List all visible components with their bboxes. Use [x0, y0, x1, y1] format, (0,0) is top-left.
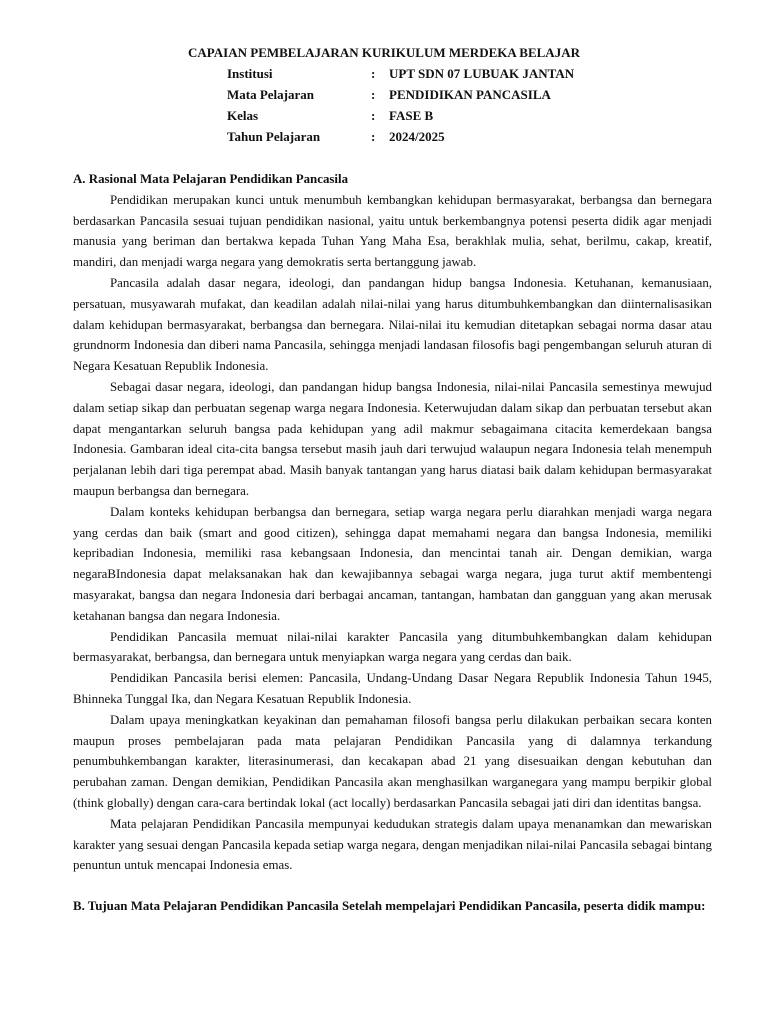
paragraph: Mata pelajaran Pendidikan Pancasila mempunyai kedudukan strategis dalam upaya menanamkan dan mewariskan karakter yang sesuai dengan Pancasila kepada setiap warga negara, dengan menjadikan nilai-nilai Pancasila sebagai bintang penuntun untuk mencapai Indonesia emas. — [73, 816, 712, 873]
paragraph: Sebagai dasar negara, ideologi, dan pandangan hidup bangsa Indonesia, nilai-nilai Pancasila semestinya mewujud dalam setiap sikap dan perbuatan segenap warga negara Indonesia. Keterwujudan dalam sikap dan perbuatan tersebut akan dapat mengantarkan seluruh bangsa pada kehidupan yang adil makmur sebagaimana citacita kemerdekaan bangsa Indonesia. Gambaran ideal cita-cita bangsa tersebut masih jauh dari terwujud walaupun negara Indonesia telah menempuh perjalanan lebih dari tiga perempat abad. Masih banyak tantangan yang harus diatasi baik dalam kehidupan bermasyarakat maupun berbangsa dan bernegara. — [73, 379, 712, 498]
metadata-colon: : — [371, 87, 376, 102]
metadata-label: Institusi — [227, 66, 273, 81]
metadata-label: Mata Pelajaran — [227, 87, 315, 102]
metadata-colon: : — [371, 129, 376, 144]
metadata-value: FASE B — [389, 108, 434, 123]
paragraph: Dalam upaya meningkatkan keyakinan dan pemahaman filosofi bangsa perlu dilakukan perbaikan secara konten maupun proses pembelajaran pada mata pelajaran Pendidikan Pancasila yang di dalamnya terkandung penumbuhkembangan karakter, literasinumerasi, dan kecakapan abad 21 yang disesuaikan dengan kebutuhan dan perubahan zaman. Dengan demikian, Pendidikan Pancasila akan menghasilkan warganegara yang mampu berpikir global (think globally) dengan cara-cara bertindak lokal (act locally) berdasarkan Pancasila sebagai jati diri dan identitas bangsa. — [73, 712, 712, 810]
metadata-value: UPT SDN 07 LUBUAK JANTAN — [389, 66, 575, 81]
paragraph: Pendidikan Pancasila berisi elemen: Pancasila, Undang-Undang Dasar Negara Republik Indonesia Tahun 1945, Bhinneka Tunggal Ika, dan Negara Kesatuan Republik Indonesia. — [73, 671, 712, 706]
paragraph: Pancasila adalah dasar negara, ideologi, dan pandangan hidup bangsa Indonesia. Ketuhanan, kemanusiaan, persatuan, musyawarah mufakat, dan keadilan adalah nilai-nilai yang harus ditumbuhkembangkan dan diinternalisasikan dalam kehidupan bermasyarakat, berbangsa dan bernegara. Nilai-nilai itu kemudian ditetapkan sebagai norma dasar atau grundnorm Indonesia dan diberi nama Pancasila, sehingga menjadi landasan filosofis bagi pengembangan seluruh aturan di Negara Kesatuan Republik Indonesia. — [73, 275, 712, 374]
paragraph: Pendidikan merupakan kunci untuk menumbuh kembangkan kehidupan bermasyarakat, berbangsa dan bernegara berdasarkan Pancasila sesuai tujuan pendidikan nasional, yaitu untuk berkembangnya potensi peserta didik agar menjadi manusia yang beriman dan bertakwa kepada Tuhan Yang Maha Esa, berakhlak mulia, sehat, berilmu, cakap, kreatif, mandiri, dan menjadi warga negara yang demokratis serta bertanggung jawab. — [73, 192, 712, 270]
paragraph: Dalam konteks kehidupan berbangsa dan bernegara, setiap warga negara perlu diarahkan menjadi warga negara yang cerdas dan baik (smart and good citizen), sehingga dapat memahami negara dan bangsa Indonesia, memiliki kepribadian Indonesia, memiliki rasa kebangsaan Indonesia, dan mencintai tanah air. Dengan demikian, warga negaraBIndonesia dapat melaksanakan hak dan kewajibannya sebagai warga negara, juga turut aktif membentengi masyarakat, bangsa dan negara Indonesia dari berbagai ancaman, tantangan, hambatan dan gangguan yang akan merusak ketahanan bangsa dan negara Indonesia. — [73, 504, 712, 623]
section-a-heading: A. Rasional Mata Pelajaran Pendidikan Pancasila — [73, 172, 349, 186]
metadata-colon: : — [371, 108, 376, 123]
document-body — [73, 169, 712, 917]
metadata-value: 2024/2025 — [389, 129, 445, 144]
document-title: CAPAIAN PEMBELAJARAN KURIKULUM MERDEKA BELAJAR — [188, 45, 580, 60]
section-b-heading: B. Tujuan Mata Pelajaran Pendidikan Pancasila Setelah mempelajari Pendidikan Pancasila, peserta didik mampu: — [73, 899, 706, 914]
metadata-colon: : — [371, 66, 376, 81]
metadata-label: Kelas — [227, 108, 259, 123]
metadata-value: PENDIDIKAN PANCASILA — [389, 87, 551, 102]
paragraph: Pendidikan Pancasila memuat nilai-nilai karakter Pancasila yang ditumbuhkembangkan dalam kehidupan bermasyarakat, berbangsa, dan bernegara untuk menyiapkan warga negara yang cerdas dan baik. — [73, 629, 712, 665]
metadata-label: Tahun Pelajaran — [227, 129, 321, 144]
